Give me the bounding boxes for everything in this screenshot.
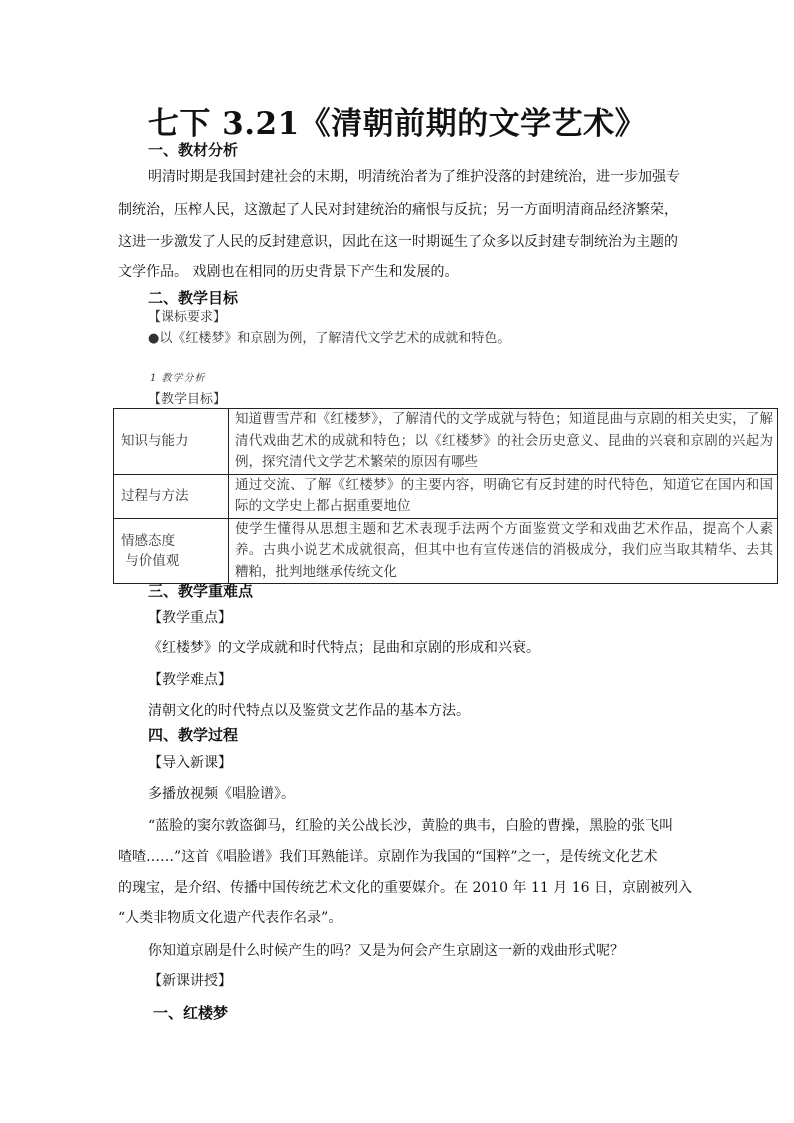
analysis-line-1: 明清时期是我国封建社会的末期，明清统治者为了维护没落的封建统治，进一步加强专 bbox=[148, 169, 680, 185]
teaching-goals-table bbox=[113, 408, 778, 584]
analysis-line-3: 这进一步激发了人民的反封建意识，因此在这一时期诞生了众多以反封建专制统治为主题的 bbox=[118, 234, 678, 250]
intro-label: 【导入新课】 bbox=[148, 755, 232, 771]
question-text: 你知道京剧是什么时候产生的吗？又是为何会产生京剧这一新的戏曲形式呢？ bbox=[148, 943, 624, 959]
table-row bbox=[114, 474, 778, 518]
teaching-goals-label: 【教学目标】 bbox=[148, 392, 227, 407]
new-lesson-label: 【新课讲授】 bbox=[148, 973, 232, 989]
intro-text: 多播放视频《唱脸谱》。 bbox=[148, 786, 295, 802]
table-row bbox=[114, 409, 778, 475]
row-text: 知道曹雪芹和《红楼梦》，了解清代的文学成就与特色；知道昆曲与京剧的相关史实，了解清代戏曲艺术的成就和特色；以《红楼梦》的社会历史意义、昆曲的兴衰和京剧的兴起为例，探究清代文学艺术繁荣的原因有哪些 bbox=[229, 409, 778, 475]
quote-line-2: 喳喳……”这首《唱脸谱》我们耳熟能详。京剧作为我国的“国粹”之一，是传统文化艺术 bbox=[118, 849, 658, 865]
section-3-heading: 三、教学重难点 bbox=[148, 582, 254, 600]
curriculum-req-text: ●以《红楼梦》和京剧为例，了解清代文学艺术的成就和特色。 bbox=[148, 331, 511, 346]
row-label: 知识与能力 bbox=[114, 409, 229, 475]
quote-line-1: “蓝脸的窦尔敦盗御马，红脸的关公战长沙，黄脸的典韦，白脸的曹操，黑脸的张飞叫 bbox=[148, 818, 674, 834]
focus-label: 【教学重点】 bbox=[148, 610, 232, 626]
difficulty-text: 清朝文化的时代特点以及鉴赏文艺作品的基本方法。 bbox=[148, 703, 470, 719]
row-label: 过程与方法 bbox=[114, 474, 229, 518]
table-row bbox=[114, 518, 778, 584]
document-title: 七下 3.21《清朝前期的文学艺术》 bbox=[147, 106, 647, 142]
section-1-heading: 一、教材分析 bbox=[148, 141, 239, 159]
analysis-line-4: 文学作品。 戏剧也在相同的历史背景下产生和发展的。 bbox=[118, 264, 459, 280]
quote-line-4: “人类非物质文化遗产代表作名录”。 bbox=[118, 910, 343, 926]
subsection-1-heading: 一、红楼梦 bbox=[153, 1004, 229, 1022]
analysis-line-2: 制统治，压榨人民，这激起了人民对封建统治的痛恨与反抗；另一方面明清商品经济繁荣， bbox=[118, 202, 678, 218]
handwritten-note: 1 教学分析 bbox=[150, 373, 206, 384]
section-4-heading: 四、教学过程 bbox=[148, 726, 239, 744]
difficulty-label: 【教学难点】 bbox=[148, 672, 232, 688]
quote-line-3: 的瑰宝，是介绍、传播中国传统艺术文化的重要媒介。在 2010 年 11 月 16 日，京剧被列入 bbox=[118, 880, 692, 896]
section-2-heading: 二、教学目标 bbox=[148, 289, 239, 307]
curriculum-req-label: 【课标要求】 bbox=[148, 310, 227, 325]
row-label: 情感态度 与价值观 bbox=[114, 518, 229, 584]
row-text: 使学生懂得从思想主题和艺术表现手法两个方面鉴赏文学和戏曲艺术作品，提高个人素养。古典小说艺术成就很高，但其中也有宣传迷信的消极成分，我们应当取其精华、去其糟粕，批判地继承传统文化 bbox=[229, 518, 778, 584]
focus-text: 《红楼梦》的文学成就和时代特点；昆曲和京剧的形成和兴衰。 bbox=[148, 640, 540, 656]
row-text: 通过交流、了解《红楼梦》的主要内容，明确它有反封建的时代特色，知道它在国内和国际的文学史上都占据重要地位 bbox=[229, 474, 778, 518]
